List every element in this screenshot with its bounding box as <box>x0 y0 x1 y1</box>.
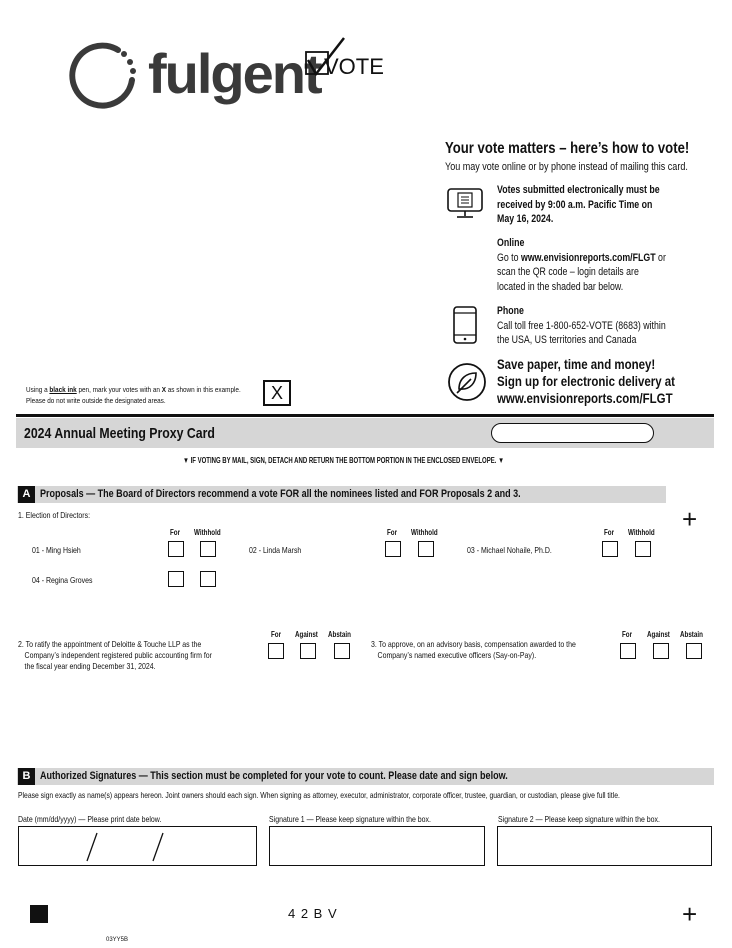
proposal-3-abstain-checkbox[interactable] <box>686 643 702 659</box>
online-url[interactable]: www.envisionreports.com/FLGT <box>520 251 656 264</box>
online-instructions: Online Go to www.envisionreports.com/FLGT or scan the QR code – login details are located in the shaded bar below. <box>497 237 666 293</box>
proposal-3-text: 3. To approve, on an advisory basis, compensation awarded to the Company’s named executive officers (Say-on-Pay). <box>371 639 576 660</box>
col-for: For <box>170 528 181 537</box>
signature-2-box[interactable] <box>497 826 712 866</box>
registration-square-mark <box>30 905 48 923</box>
phone-icon <box>451 305 479 345</box>
proposal-2-for-checkbox[interactable] <box>268 643 284 659</box>
nominee-02-for-checkbox[interactable] <box>385 541 401 557</box>
form-code: 4 2 B V <box>288 906 338 921</box>
top-divider <box>16 414 714 417</box>
signing-instructions: Please sign exactly as name(s) appears hereon. Joint owners should each sign. When signing as attorney, executor, administrator, corporate officer, trustee, guardian, or custodian, please give full title. <box>18 790 620 800</box>
small-form-code: 03YY5B <box>106 937 129 943</box>
col-withhold: Withhold <box>194 528 221 537</box>
fulgent-logo-text: fulgent <box>148 42 321 105</box>
col-against: Against <box>647 630 670 639</box>
registration-plus-mark: + <box>682 504 698 534</box>
proxy-card-title: 2024 Annual Meeting Proxy Card <box>24 425 215 442</box>
date-separator-slashes <box>19 827 255 865</box>
electronic-delivery-promo: Save paper, time and money! Sign up for electronic delivery at www.envisionreports.com/FLGT <box>497 356 675 406</box>
signature-1-box[interactable] <box>269 826 485 866</box>
nominee-02-withhold-checkbox[interactable] <box>418 541 434 557</box>
nominee-03-withhold-checkbox[interactable] <box>635 541 651 557</box>
detach-notice: ▼ IF VOTING BY MAIL, SIGN, DETACH AND RETURN THE BOTTOM PORTION IN THE ENCLOSED ENVELOPE. ▼ <box>183 456 505 465</box>
section-a-badge: A <box>18 486 35 503</box>
nominee-label: 03 - Michael Nohaile, Ph.D. <box>467 545 552 555</box>
phone-instructions: Phone Call toll free 1-800-652-VOTE (8683) within the USA, US territories and Canada <box>497 305 666 346</box>
nominee-label: 02 - Linda Marsh <box>249 545 302 555</box>
section-b-title: Authorized Signatures — This section must be completed for your vote to count. Please date and sign below. <box>40 770 508 782</box>
proposal-3-against-checkbox[interactable] <box>653 643 669 659</box>
col-for: For <box>604 528 615 537</box>
fulgent-logo-ring <box>70 40 140 110</box>
col-withhold: Withhold <box>411 528 438 537</box>
example-mark-box: X <box>263 380 291 406</box>
leaf-icon <box>447 362 487 402</box>
nominee-04-for-checkbox[interactable] <box>168 571 184 587</box>
signature-1-label: Signature 1 — Please keep signature within the box. <box>269 814 431 824</box>
info-panel-subtitle: You may vote online or by phone instead of mailing this card. <box>445 161 688 173</box>
proposal-2-abstain-checkbox[interactable] <box>334 643 350 659</box>
vote-logo-text: VOTE <box>324 54 384 79</box>
signature-2-label: Signature 2 — Please keep signature within the box. <box>498 814 660 824</box>
nominee-04-withhold-checkbox[interactable] <box>200 571 216 587</box>
delivery-url[interactable]: www.envisionreports.com/FLGT <box>497 390 673 406</box>
col-for: For <box>387 528 398 537</box>
vote-checkmark-logo <box>302 36 384 86</box>
nominee-label: 01 - Ming Hsieh <box>32 545 81 555</box>
election-label: 1. Election of Directors: <box>18 510 91 520</box>
control-number-box <box>491 423 654 443</box>
proposal-3-for-checkbox[interactable] <box>620 643 636 659</box>
marking-instructions: Using a black ink pen, mark your votes with an X as shown in this example. Please do not write outside the designated areas. <box>26 385 241 405</box>
registration-plus-mark: + <box>682 899 698 929</box>
electronic-deadline: Votes submitted electronically must be received by 9:00 a.m. Pacific Time on May 16, 2024. <box>497 184 660 225</box>
col-for: For <box>271 630 282 639</box>
nominee-01-for-checkbox[interactable] <box>168 541 184 557</box>
proposal-2-against-checkbox[interactable] <box>300 643 316 659</box>
section-b-badge: B <box>18 768 35 785</box>
date-label: Date (mm/dd/yyyy) — Please print date below. <box>18 814 162 824</box>
info-panel-title: Your vote matters – here’s how to vote! <box>445 140 690 157</box>
section-a-title: Proposals — The Board of Directors recommend a vote FOR all the nominees listed and FOR Proposals 2 and 3. <box>40 488 521 500</box>
nominee-01-withhold-checkbox[interactable] <box>200 541 216 557</box>
col-against: Against <box>295 630 318 639</box>
col-abstain: Abstain <box>328 630 351 639</box>
nominee-03-for-checkbox[interactable] <box>602 541 618 557</box>
col-withhold: Withhold <box>628 528 655 537</box>
date-input-box[interactable] <box>18 826 257 866</box>
col-for: For <box>622 630 633 639</box>
proposal-2-text: 2. To ratify the appointment of Deloitte & Touche LLP as the Company’s independent registered public accounting firm for the fiscal year ending December 31, 2024. <box>18 639 212 671</box>
monitor-icon <box>445 186 485 220</box>
nominee-label: 04 - Regina Groves <box>32 575 93 585</box>
col-abstain: Abstain <box>680 630 703 639</box>
